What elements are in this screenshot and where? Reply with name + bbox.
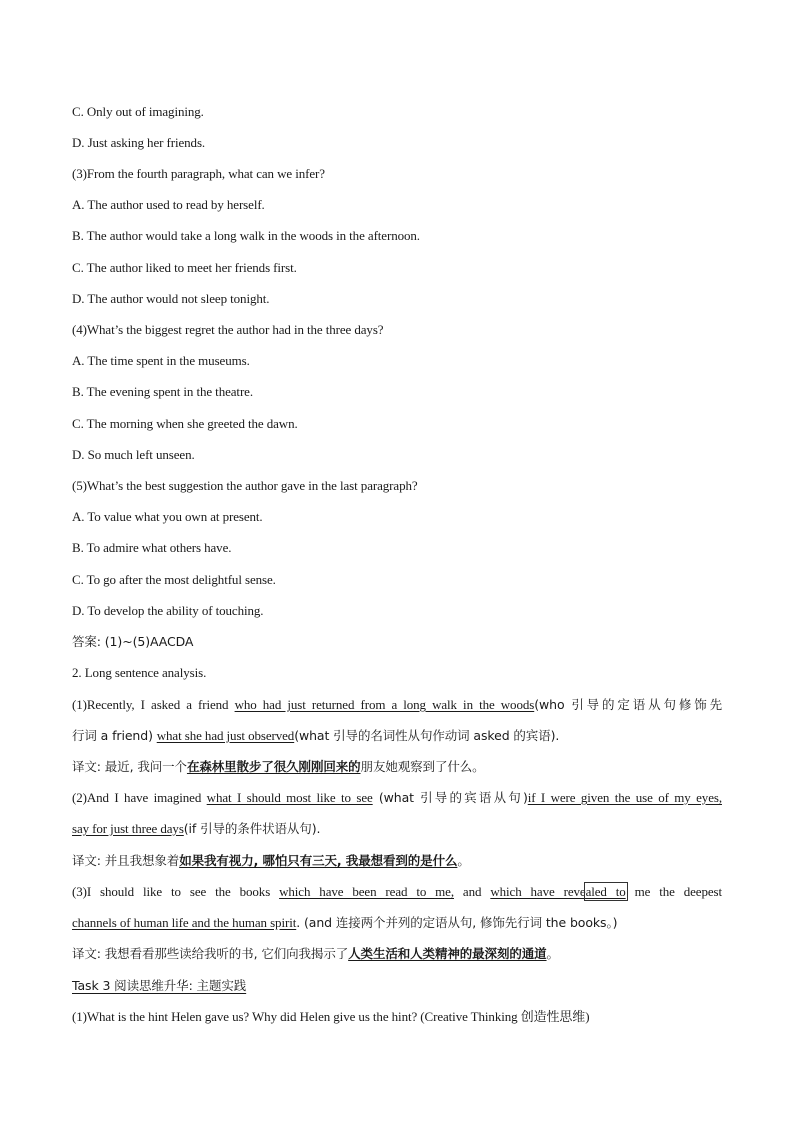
grammar-note: . (and 连接两个并列的定语从句, 修饰先行词 the books。) bbox=[296, 915, 618, 930]
option-4a: A. The time spent in the museums. bbox=[72, 353, 250, 368]
grammar-note: (if 引导的条件状语从句). bbox=[183, 821, 321, 836]
underlined-clause: if I were given the use of my eyes, bbox=[527, 790, 722, 805]
question-4: (4)What’s the biggest regret the author had in the three days? bbox=[72, 322, 384, 337]
translation-rest: 。 bbox=[546, 946, 559, 961]
translation-highlight: 如果我有视力, 哪怕只有三天, 我最想看到的是什么 bbox=[179, 853, 458, 868]
text-run: (1)Recently, I asked a friend bbox=[72, 697, 235, 712]
task-3-title: Task 3 阅读思维升华: 主题实践 bbox=[72, 978, 247, 993]
task-3-question-1: (1)What is the hint Helen gave us? Why did Helen give us the hint? (Creative Thinking 创造性思维) bbox=[72, 1009, 590, 1024]
sentence-3-line-2 bbox=[72, 915, 617, 931]
grammar-note: (what 引导的名词性从句作动词 asked 的宾语). bbox=[294, 728, 560, 743]
text-run: me the deepest bbox=[625, 884, 722, 899]
translation-highlight: 在森林里散步了很久刚刚回来的 bbox=[186, 759, 361, 774]
sentence-2-line-1 bbox=[72, 790, 722, 806]
translation-3 bbox=[72, 946, 559, 962]
option-3b: B. The author would take a long walk in the woods in the afternoon. bbox=[72, 228, 420, 243]
sentence-3-line-1 bbox=[72, 884, 722, 900]
question-3: (3)From the fourth paragraph, what can we infer? bbox=[72, 166, 325, 181]
option-4d: D. So much left unseen. bbox=[72, 447, 195, 462]
sentence-2-line-2 bbox=[72, 821, 320, 837]
option-3d: D. The author would not sleep tonight. bbox=[72, 291, 270, 306]
sentence-1-line-2 bbox=[72, 728, 559, 744]
option-2c: C. Only out of imagining. bbox=[72, 104, 204, 119]
underlined-clause: channels of human life and the human spirit bbox=[72, 915, 297, 930]
underlined-clause: what I should most like to see bbox=[206, 790, 373, 805]
grammar-note: (who 引导的定语从句修饰先 bbox=[534, 697, 722, 712]
answer-line: 答案: (1)~(5)AACDA bbox=[72, 634, 194, 649]
option-5c: C. To go after the most delightful sense. bbox=[72, 572, 276, 587]
underlined-clause: which have reve bbox=[490, 884, 586, 899]
underlined-clause: who had just returned from a long walk in the woods bbox=[234, 697, 535, 712]
underlined-clause: what she had just observed bbox=[156, 728, 295, 743]
translation-2 bbox=[72, 853, 470, 869]
text-run: (2)And I have imagined bbox=[72, 790, 207, 805]
grammar-note: 行词 a friend) bbox=[72, 728, 157, 743]
translation-label: 译文: 并且我想象着 bbox=[72, 853, 180, 868]
section-2-title: 2. Long sentence analysis. bbox=[72, 665, 207, 680]
underlined-clause: which have been read to me, bbox=[279, 884, 454, 899]
option-5b: B. To admire what others have. bbox=[72, 540, 232, 555]
translation-1 bbox=[72, 759, 485, 775]
option-3c: C. The author liked to meet her friends first. bbox=[72, 260, 297, 275]
translation-label: 译文: 我想看看那些读给我听的书, 它们向我揭示了 bbox=[72, 946, 349, 961]
underlined-clause: say for just three days bbox=[72, 821, 184, 836]
translation-highlight: 人类生活和人类精神的最深刻的通道 bbox=[348, 946, 547, 961]
question-5: (5)What’s the best suggestion the author gave in the last paragraph? bbox=[72, 478, 418, 493]
option-5d: D. To develop the ability of touching. bbox=[72, 603, 264, 618]
sentence-1-line-1 bbox=[72, 697, 722, 713]
option-4c: C. The morning when she greeted the dawn. bbox=[72, 416, 298, 431]
translation-label: 译文: 最近, 我问一个 bbox=[72, 759, 187, 774]
text-run: and bbox=[454, 884, 491, 899]
option-2d: D. Just asking her friends. bbox=[72, 135, 206, 150]
translation-rest: 。 bbox=[457, 853, 470, 868]
grammar-note: (what 引导的宾语从句) bbox=[372, 790, 528, 805]
option-5a: A. To value what you own at present. bbox=[72, 509, 263, 524]
translation-rest: 朋友她观察到了什么。 bbox=[360, 759, 485, 774]
option-4b: B. The evening spent in the theatre. bbox=[72, 384, 253, 399]
option-3a: A. The author used to read by herself. bbox=[72, 197, 265, 212]
text-run: (3)I should like to see the books bbox=[72, 884, 280, 899]
boxed-text-mark: aled to bbox=[585, 884, 626, 899]
